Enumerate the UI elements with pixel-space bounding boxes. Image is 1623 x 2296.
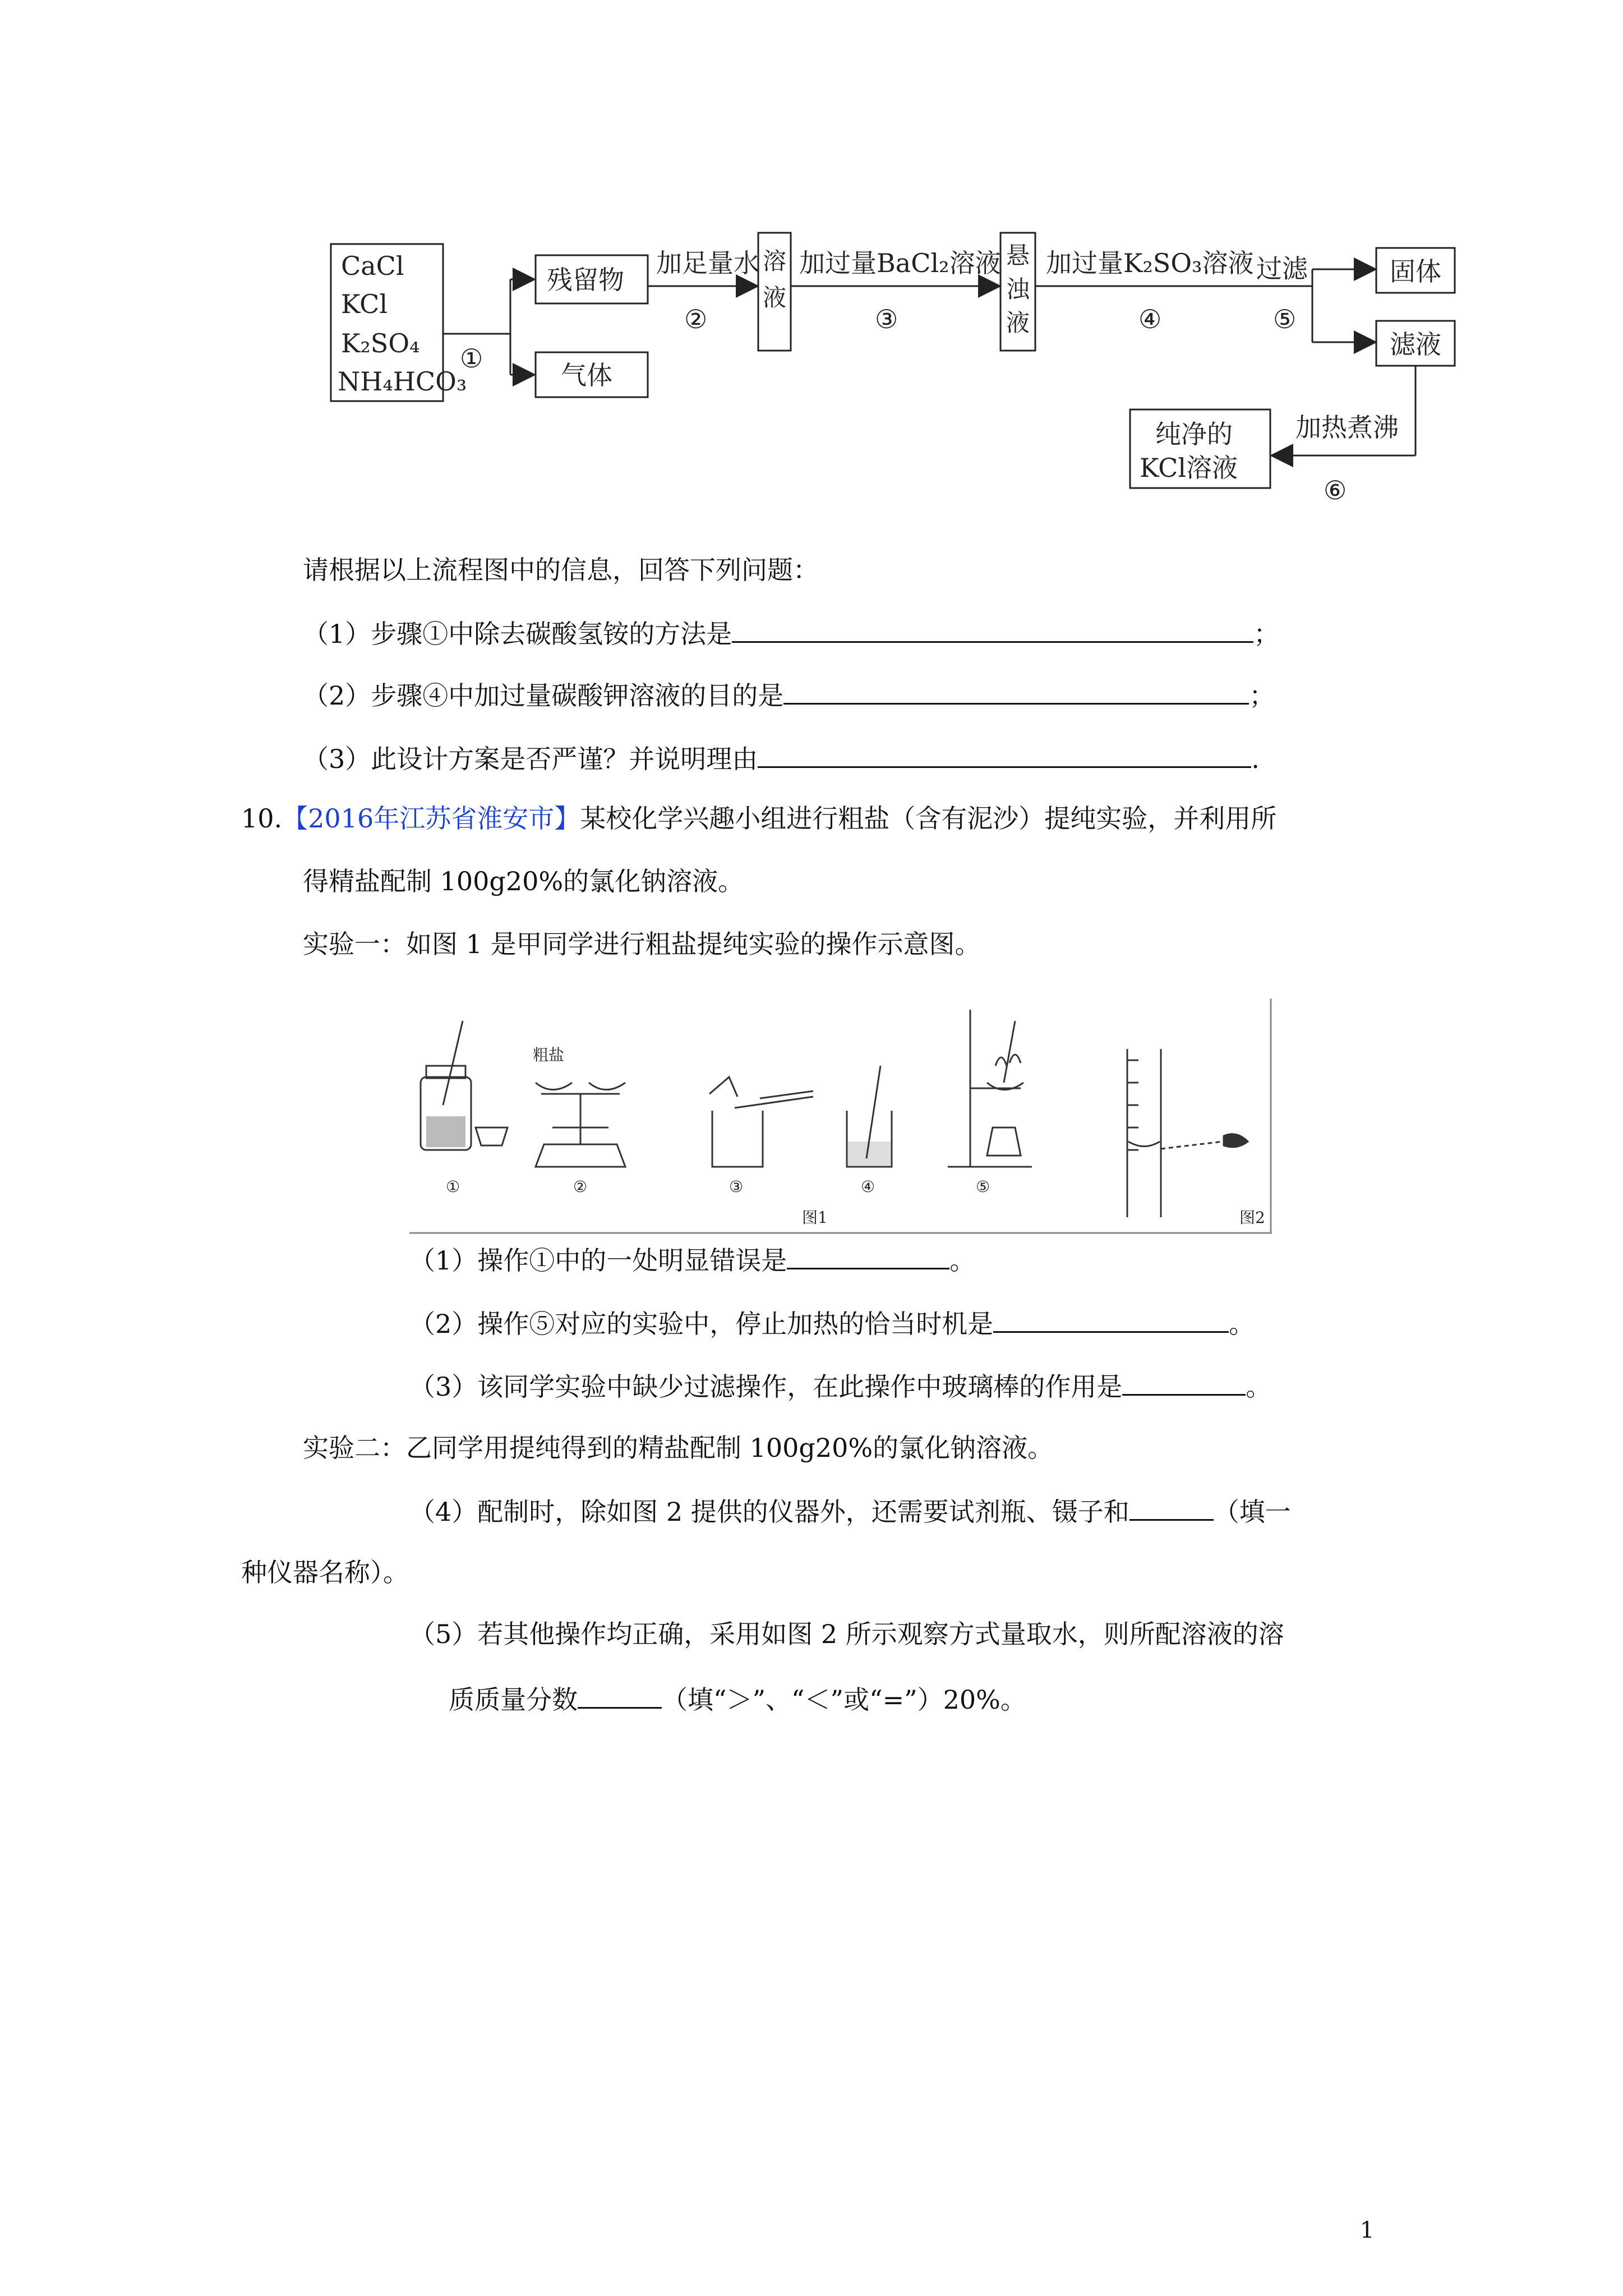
- answer-blank[interactable]: [787, 1241, 949, 1269]
- gas-label: 气体: [561, 360, 612, 390]
- answer-blank[interactable]: [578, 1680, 662, 1709]
- reagent-jar-icon: [421, 1021, 508, 1150]
- beaker-pour-icon: [709, 1077, 813, 1167]
- step4-label: ④: [1138, 304, 1162, 334]
- question-number: 10.: [241, 803, 283, 834]
- q9-sub1: （1）步骤①中除去碳酸氢铵的方法是 ；: [303, 614, 1279, 651]
- q10-sub4: （4）配制时，除如图 2 提供的仪器外，还需要试剂瓶、镊子和 （填一: [409, 1492, 1291, 1529]
- step2-label: ②: [684, 304, 708, 334]
- q10-exp2: 实验二：乙同学用提纯得到的精盐配制 100g20%的氯化钠溶液。: [303, 1433, 1054, 1463]
- fig1-label: 图1: [802, 1208, 828, 1227]
- q10-stem-line1: 10.【2016年江苏省淮安市】某校化学兴趣小组进行粗盐（含有泥沙）提纯实验，并利用所: [241, 803, 1277, 834]
- eye-icon: [1224, 1134, 1248, 1147]
- step1-label: ①: [460, 343, 483, 374]
- q10-exp1: 实验一：如图 1 是甲同学进行粗盐提纯实验的操作示意图。: [303, 929, 981, 959]
- evaporation-setup-icon: [948, 1010, 1032, 1167]
- question-source: 【2016年江苏省淮安市】: [282, 803, 580, 834]
- turbid-char1: 悬: [1006, 242, 1030, 269]
- q10-sub3: （3）该同学实验中缺少过滤操作，在此操作中玻璃棒的作用是 。: [409, 1367, 1271, 1404]
- start-box-line3: K₂SO₄: [341, 328, 420, 358]
- add-water-label: 加足量水: [656, 248, 759, 278]
- q10-sub5: （5）若其他操作均正确，采用如图 2 所示观察方式量取水，则所配溶液的溶: [409, 1619, 1284, 1649]
- start-box-line1: CaCl: [341, 251, 404, 281]
- filter-label: 过滤: [1256, 254, 1308, 284]
- answer-blank[interactable]: [1122, 1367, 1246, 1396]
- product-line1: 纯净的: [1155, 419, 1233, 449]
- q9-sub2: （2）步骤④中加过量碳酸钾溶液的目的是 ；: [303, 676, 1275, 713]
- add-k2so3-label: 加过量K₂SO₃溶液: [1046, 248, 1254, 278]
- solid-label: 固体: [1390, 256, 1441, 287]
- q10-sub2: （2）操作⑤对应的实验中，停止加热的恰当时机是 。: [409, 1304, 1255, 1341]
- answer-blank[interactable]: [783, 676, 1249, 705]
- beaker-stir-icon: [847, 1066, 892, 1167]
- fig-step1: ①: [446, 1177, 460, 1196]
- flowchart-diagram: [325, 224, 1492, 539]
- page-number: 1: [1360, 2217, 1375, 2243]
- step6-label: ⑥: [1324, 475, 1347, 505]
- q10-stem-line2: 得精盐配制 100g20%的氯化钠溶液。: [303, 866, 744, 896]
- step5-label: ⑤: [1273, 304, 1297, 334]
- turbid-char3: 液: [1006, 309, 1030, 337]
- fig-step2: ②: [573, 1177, 588, 1196]
- q10-sub1: （1）操作①中的一处明显错误是 。: [409, 1241, 975, 1278]
- residue-label: 残留物: [547, 265, 624, 295]
- solution-char2: 液: [763, 284, 787, 311]
- answer-blank[interactable]: [993, 1304, 1229, 1333]
- fig-step5: ⑤: [976, 1177, 990, 1196]
- start-box-line2: KCl: [341, 289, 388, 319]
- graduated-cylinder-icon: [1127, 1049, 1248, 1217]
- answer-blank[interactable]: [758, 739, 1251, 768]
- product-line2: KCl溶液: [1140, 453, 1238, 483]
- solution-char1: 溶: [763, 247, 787, 275]
- q9-sub3: （3）此设计方案是否严谨？并说明理由 .: [303, 739, 1260, 776]
- q10-sub4-cont: 种仪器名称）。: [241, 1557, 409, 1588]
- turbid-char2: 浊: [1006, 275, 1030, 303]
- fig-step3: ③: [729, 1177, 744, 1196]
- fig-step4: ④: [861, 1177, 875, 1196]
- boil-label: 加热煮沸: [1295, 412, 1399, 443]
- balance-icon: [536, 1083, 625, 1167]
- add-bacl2-label: 加过量BaCl₂溶液: [799, 248, 1001, 278]
- answer-blank[interactable]: [1129, 1492, 1214, 1521]
- q9-intro: 请根据以上流程图中的信息，回答下列问题：: [303, 555, 819, 585]
- step3-label: ③: [875, 304, 898, 334]
- experiment-figure: [409, 999, 1273, 1234]
- crude-salt-label: 粗盐: [533, 1046, 565, 1064]
- q10-sub5-cont: 质质量分数 （填“＞”、“＜”或“=”）20%。: [449, 1680, 1026, 1717]
- start-box-line4: NH₄HCO₃: [338, 366, 467, 397]
- fig2-label: 图2: [1239, 1208, 1265, 1227]
- answer-blank[interactable]: [732, 614, 1253, 643]
- filtrate-label: 滤液: [1390, 329, 1441, 360]
